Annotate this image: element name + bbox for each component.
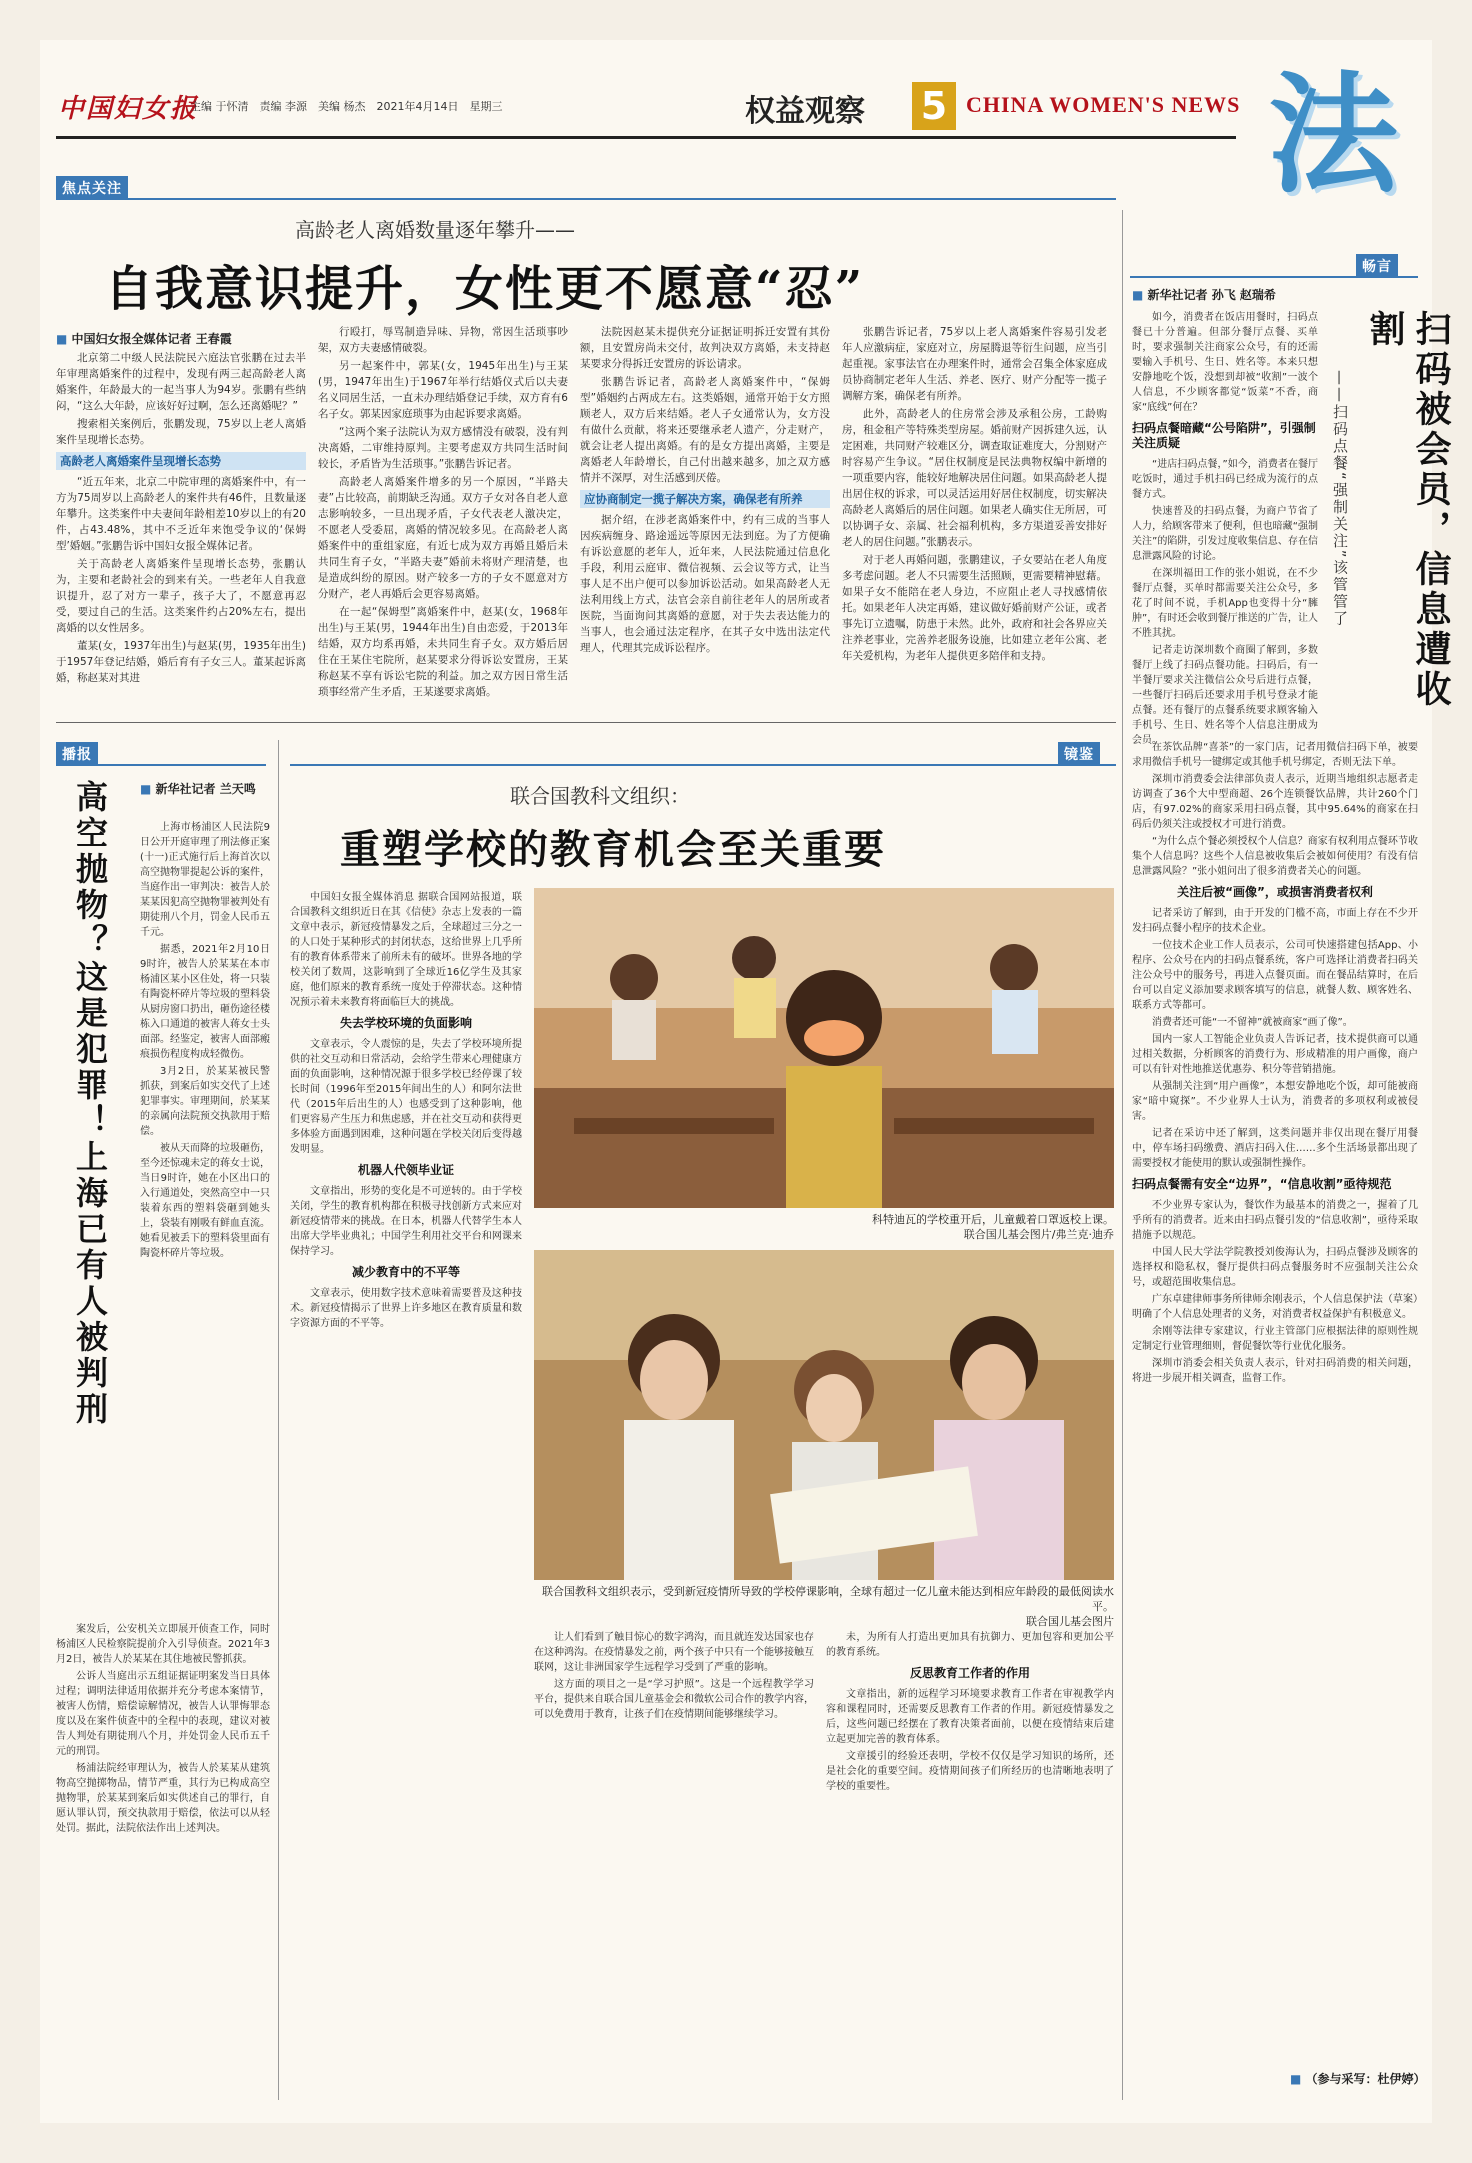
article-paragraph: 据介绍，在涉老离婚案件中，约有三成的当事人因疾病缠身、路途遥远等原因无法到庭。为了方便确有诉讼意愿的老年人，近年来，人民法院通过信息化手段，利用云庭审、微信视频、云会议等方式，让当事人足不出户便可以参加诉讼活动。如果高龄老人无法利用线上方式，法官会亲自前往老年人的居所或者医院，当面询问其离婚的意愿，对于失去表达能力的当事人，也会通过法定程序，在其子女中选出法定代理人，代理其完成诉讼程序。 [580, 514, 830, 654]
article-paragraph: “进店扫码点餐，”如今，消费者在餐厅吃饭时，通过手机扫码已经成为流行的点餐方式。 [1132, 459, 1318, 500]
masthead [40, 76, 1432, 140]
article-paragraph: 杨浦法院经审理认为，被告人於某某从建筑物高空抛掷物品，情节严重，其行为已构成高空抛物罪，於某某到案后如实供述自己的罪行，自愿认罪认罚，预交执款用于赔偿，依法可以从轻处罚。据此，法院依法作出上述判决。 [56, 1763, 270, 1834]
article-paragraph: 高龄老人离婚案件增多的另一个原因，“半路夫妻”占比较高，前期缺乏沟通。双方子女对各自老人意志影响较多，一旦出现矛盾，子女代表老人激决定，不愿老人受委屈，离婚的情况较多见。在高龄老人离婚案件中的重组家庭，有近七成为双方再婚且婚后未共同生育子女，“半路夫妻”婚前未将财产理清楚，也是造成纠纷的原因。财产较多一方的子女不愿意对方分财产，老人再婚后会更容易离婚。 [318, 476, 568, 600]
article-paragraph: 另一起案件中，郭某(女，1945年出生)与王某(男，1947年出生)于1967年举行结婚仪式后以夫妻名义同居生活，一直未办理结婚登记手续，双方育有6名子女。郭某因家庭琐事为由起诉要求离婚。 [318, 360, 568, 420]
bulletin-byline: ■ 新华社记者 兰天鸣 [140, 780, 260, 797]
unesco-headline: 重塑学校的教育机会至关重要 [340, 826, 886, 873]
photo2-credit: 联合国儿基会图片 [1026, 1615, 1114, 1628]
article-paragraph: “这两个案子法院认为双方感情没有破裂，没有判决离婚，二审维持原判。主要考虑双方共同生活时间较长，矛盾皆为生活琐事。”张鹏告诉记者。 [318, 426, 568, 470]
article-paragraph: 董某(女，1937年出生)与赵某(男，1935年出生)于1957年登记结婚，婚后育有子女三人。董某起诉离婚，称赵某对其进 [56, 640, 306, 684]
article-paragraph: 一位技术企业工作人员表示，公司可快速搭建包括App、小程序、公众号在内的扫码点餐系统，客户可选择让消费者扫码关注公众号中的服务号，再进入点餐页面。而在餐品结算时，在后台可以自定义添加要求顾客填写的信息，就餐人数、顾客姓名、联系方式等都可。 [1132, 940, 1418, 1011]
article-paragraph: 消费者还可能“一不留神”就被商家“画了像”。 [1152, 1017, 1353, 1028]
article-paragraph: 国内一家人工智能企业负责人告诉记者，技术提供商可以通过相关数据，分析顾客的消费行为、形成精准的用户画像，商户可以有针对性地推送优惠券、积分等营销措施。 [1132, 1034, 1418, 1075]
editor-credits: 主编 于怀清 责编 李源 美编 杨杰 2021年4月14日 星期三 [190, 100, 503, 113]
opinion-divider [1122, 210, 1123, 2100]
article-paragraph: 中国人民大学法学院教授刘俊海认为，扫码点餐涉及顾客的选择权和隐私权，餐厅提供扫码点餐服务时不应强制关注公众号，或超范围收集信息。 [1132, 1247, 1418, 1288]
opinion-credit: ■ （参与采写：杜伊婷） [1290, 2070, 1426, 2087]
article-paragraph: 法院因赵某未提供充分证据证明拆迁安置有其份额，且安置房尚未交付，故判决双方离婚，未支持赵某要求分得拆迁安置房的诉讼请求。 [580, 326, 830, 370]
bulletin-divider [278, 740, 279, 2100]
article-paragraph: 行殴打，辱骂制造异味、异物，常因生活琐事吵架，双方夫妻感情破裂。 [318, 326, 568, 354]
article-paragraph: 深圳市消费委会法律部负责人表示，近期当地组织志愿者走访调查了36个大中型商超、26个连锁餐饮品牌，共计260个门店，有97.02%的商家采用扫码点餐，其中95.64%的商家在扫码后仍须关注或授权才可进行消费。 [1132, 774, 1418, 830]
opinion-subhead-3: 扫码点餐需有安全“边界”，“信息收割”亟待规范 [1132, 1177, 1392, 1191]
photo1-credit: 联合国儿基会图片/弗兰克·迪乔 [963, 1228, 1114, 1241]
unesco-tag: 镜鉴 [1058, 742, 1100, 766]
article-paragraph: “为什么点个餐必须授权个人信息？商家有权利用点餐环节收集个人信息吗？这些个人信息被收集后会被如何使用？有没有信息泄露风险？”张小姐问出了很多消费者关心的问题。 [1132, 836, 1418, 877]
focus-tag-rule [56, 198, 1116, 200]
article-paragraph: 此外，高龄老人的住房常会涉及承租公房，工龄购房，租金租产等特殊类型房屋。婚前财产因拆建久远，认定困难，共同财产较难区分，调查取证难度大，分割财产时容易产生争议。“居住权制度是民法典物权编中新增的一项重要内容，能较好地解决居住问题。如果高龄老人提出居住权的诉求，可以灵活运用好居住权制度，切实解决高龄老人离婚后的居住问题。如果老人确实住无所居，可以协调子女、亲属、社会福利机构，多方渠道妥善安排好老人的居住问题。”张鹏表示。 [842, 408, 1107, 548]
section-char-block [1248, 58, 1418, 211]
unesco-subhead-1: 失去学校环境的负面影响 [339, 1016, 472, 1030]
article-paragraph: 文章援引的经验还表明，学校不仅仅是学习知识的场所，还是社会化的重要空间。疫情期间孩子们所经历的也清晰地表明了学校的重要性。 [826, 1751, 1114, 1792]
article-paragraph: 中国妇女报全媒体消息 据联合国网站报道，联合国教科文组织近日在其《信使》杂志上发表的一篇文章中表示，新冠疫情暴发之后，全球超过三分之一的人口处于某种形式的封闭状态，这给世界上几乎所有的教育体系带来了前所未有的破坏。世界各地的学校关闭了数周，这影响到了全球近16亿学生及其家庭，他们原来的教育系统一度处于停滞状态。这种情况预示着未来教育将面临巨大的挑战。 [290, 892, 522, 1008]
article-paragraph: 文章表示，使用数字技术意味着需要普及这种技术。新冠疫情揭示了世界上许多地区在教育质量和数字资源方面的不平等。 [290, 1288, 522, 1329]
article-paragraph: 被从天而降的垃圾砸伤，至今还惊魂未定的蒋女士说，当日9时许，她在小区出口的入行通道处，突然高空中一只装着东西的塑料袋砸到她头上，袋装有刚吸有鲜血直流。她看见被丢下的塑料袋里面有陶瓷杯碎片等垃圾。 [140, 1143, 270, 1259]
article-paragraph: 对于老人再婚问题，张鹏建议，子女要站在老人角度多考虑问题。老人不只需要生活照顾，更需要精神慰藉。如果子女不能陪在老人身边，不应阻止老人寻找感情依托。如果老年人决定再婚，建议做好婚前财产公证，或者事先订立遗嘱，防患于未然。此外，政府和社会各界应关注养老事业，完善养老服务设施，比如建立老年公寓、老年关爱机构，为老年人提供更多陪伴和支持。 [842, 554, 1107, 662]
section-title: 权益观察 [745, 94, 865, 129]
article-paragraph: 在一起“保姆型”离婚案件中，赵某(女，1968年出生)与王某(男，1944年出生)自由恋爱，于2013年结婚，双方均系再婚，未共同生育子女。双方婚后居住在王某住宅院所，赵某要求分得诉讼安置房，王某称赵某不享有诉讼宅院的利益。加之双方因日常生活琐事经常产生矛盾，王某遂要求离婚。 [318, 606, 568, 698]
focus-column-4 [842, 324, 1107, 710]
focus-headline: 自我意识提升，女性更不愿意“忍” [105, 261, 865, 317]
article-paragraph: 公诉人当庭出示五组证据证明案发当日具体过程；调明法律适用依据并充分考虑本案情节，被害人伤情，赔偿谅解情况，被告人认罪悔罪态度以及在案件侦查中的全程中的表现，建议对被告人判处有期徒刑八个月，并处罚金人民币五千元的刑罚。 [56, 1671, 270, 1757]
article-paragraph: 未，为所有人打造出更加具有抗御力、更加包容和更加公平的教育系统。 [826, 1632, 1114, 1658]
article-paragraph: 3月2日，於某某被民警抓获，到案后如实交代了上述犯罪事实。审理期间，於某某的亲属向法院预交执款用于赔偿。 [140, 1066, 270, 1137]
article-paragraph: 上海市杨浦区人民法院9日公开开庭审理了刑法修正案(十一)正式施行后上海首次以高空抛物罪提起公诉的案件，当庭作出一审判决：被告人於某某因犯高空抛物罪被判处有期徒刑八个月，罚金人民币五千元。 [140, 822, 270, 938]
bulletin-tag-rule [56, 764, 266, 766]
bulletin-column-1 [140, 820, 270, 1610]
opinion-subhead-1: 扫码点餐暗藏“公号陷阱”，引强制关注质疑 [1132, 421, 1316, 450]
bulletin-column-2 [56, 1622, 270, 2092]
unesco-column-2 [534, 1630, 814, 2095]
article-paragraph: 在茶饮品牌“喜茶”的一家门店，记者用微信扫码下单，被要求用微信手机号一键绑定或其他手机号绑定，否则无法下单。 [1132, 742, 1418, 768]
photo-children-reading [534, 1250, 1114, 1580]
article-paragraph: “近五年来，北京二中院审理的离婚案件中，有一方为75周岁以上高龄老人的案件共有46件，且数量逐年攀升。这类案件中夫妻间年龄相差10岁以上的有20件，占43.48%，其中不乏近年来饱受争议的‘保姆型’婚姻。”张鹏告诉中国妇女报全媒体记者。 [56, 476, 306, 552]
article-paragraph: 广东卓建律师事务所律师余刚表示，个人信息保护法（草案）明确了个人信息处理者的义务，对消费者权益保护有积极意义。 [1132, 1294, 1418, 1320]
unesco-kicker: 联合国教科文组织： [510, 784, 690, 808]
opinion-column-main [1132, 740, 1418, 2050]
article-paragraph: 文章指出，新的远程学习环境要求教育工作者在审视教学内容和课程同时，还需要反思教育工作者的作用。新冠疫情暴发之后，这些问题已经摆在了教育决策者面前，以便在疫情结束后建立起更加完善的教育体系。 [826, 1689, 1114, 1745]
focus-tag: 焦点关注 [56, 176, 128, 200]
opinion-byline: ■ 新华社记者 孙飞 赵瑞希 [1132, 286, 1276, 303]
article-paragraph: 记者走访深圳数个商圈了解到，多数餐厅上线了扫码点餐功能。扫码后，有一半餐厅要求关注微信公众号后进行点餐，一些餐厅扫码后还要求用手机号登录才能点餐。还有餐厅的点餐系统要求顾客输入手机号、生日、姓名等个人信息注册成为会员。 [1132, 645, 1318, 746]
opinion-subhead-2: 关注后被“画像”，或损害消费者权利 [1177, 885, 1373, 899]
article-paragraph: 不少业界专家认为，餐饮作为最基本的消费之一，握着了几乎所有的消费者。近来由扫码点餐引发的“信息收割”，亟待采取措施予以规范。 [1132, 1200, 1418, 1241]
article-paragraph: 让人们看到了触目惊心的数字鸿沟，而且就连发达国家也存在这种鸿沟。在疫情暴发之前，两个孩子中只有一个能够接触互联网，这让非洲国家学生远程学习受到了严重的影响。 [534, 1632, 814, 1673]
article-paragraph: 北京第二中级人民法院民六庭法官张鹏在过去半年审理离婚案件的过程中，发现有两三起高龄老人离婚案件，年龄最大的一起当事人为94岁。张鹏有些纳闷，“这么大年龄，应该好好过啊，怎么还离婚呢？” [56, 352, 306, 412]
unesco-tag-rule [290, 764, 1116, 766]
article-paragraph: 关于高龄老人离婚案件呈现增长态势，张鹏认为，主要和老龄社会的到来有关。一些老年人自我意识提升，忍了对方一辈子，孩子大了，不愿意再忍受，要过自己的生活。这类案件约占20%左右，提出离婚的以女性居多。 [56, 558, 306, 634]
focus-column-2 [318, 324, 568, 710]
article-paragraph: 文章表示，令人震惊的是，失去了学校环境所提供的社交互动和日常活动，会给学生带来心理健康方面的负面影响，这种情况源于很多学校已经停课了较长时间（1996年至2015年间出生的人）和阿尔法世代（2015年后出生的人）也感受到了这种影响，他们更容易产生压力和焦虑感，并在社交互动和获得更多体验方面遇到困难，这种问题在学校关闭后变得越发明显。 [290, 1039, 522, 1155]
article-paragraph: 搜索相关案例后，张鹏发现，75岁以上老人离婚案件呈现增长态势。 [56, 418, 306, 446]
focus-kicker: 高龄老人离婚数量逐年攀升—— [295, 218, 575, 242]
paper-logo: 中国妇女报 [58, 94, 199, 124]
focus-column-1 [56, 350, 306, 710]
article-paragraph: 在深圳福田工作的张小姐说，在不少餐厅点餐，买单时都需要关注公众号，多花了时间不说，手机App也变得十分“臃肿”，有时还会收到餐厅推送的广告，让人不胜其扰。 [1132, 568, 1318, 639]
focus-subhead-1: 高龄老人离婚案件呈现增长态势 [56, 452, 306, 470]
focus-bottom-rule [56, 722, 1116, 723]
unesco-subhead-2: 机器人代领毕业证 [357, 1163, 454, 1177]
opinion-tag-rule [1130, 276, 1418, 278]
article-paragraph: 这方面的项目之一是“学习护照”。这是一个远程教学学习平台，提供来自联合国儿童基金会和微软公司合作的教学内容，可以免费用于教育，让孩子们在疫情期间能够继续学习。 [534, 1679, 814, 1720]
unesco-column-1 [290, 890, 522, 2095]
paper-english-name: CHINA WOMEN'S NEWS [966, 92, 1241, 117]
opinion-tag: 畅言 [1356, 254, 1398, 278]
opinion-headline: 扫码被会员，信息遭收割 [1364, 310, 1452, 710]
newspaper-page [40, 40, 1452, 2123]
bulletin-headline: 高空抛物？这是犯罪！上海已有人被判刑 [71, 780, 109, 1428]
opinion-subheadline: ——扫码点餐“强制关注”该管管了 [1331, 370, 1349, 628]
focus-byline: ■ 中国妇女报全媒体记者 王春霞 [56, 330, 232, 347]
article-paragraph: 文章指出，形势的变化是不可逆转的。由于学校关闭，学生的教育机构都在积极寻找创新方式来应对新冠疫情带来的挑战。在日本，机器人代替学生本人出席大学毕业典礼；中国学生利用社交平台和网课来保持学习。 [290, 1186, 522, 1257]
article-paragraph: 张鹏告诉记者，75岁以上老人离婚案件容易引发老年人应激病症，家庭对立，房屋腾退等衍生问题，应当引起重视。家事法官在办理案件时，通常会召集全体家庭成员协商制定老年人生活、养老、医疗、财产分配等一揽子调解方案，确保老有所养。 [842, 326, 1107, 402]
unesco-subhead-3: 减少教育中的不平等 [351, 1265, 460, 1279]
article-paragraph: 案发后，公安机关立即展开侦查工作，同时杨浦区人民检察院提前介入引导侦查。2021年3月2日，被告人於某某在其住地被民警抓获。 [56, 1624, 270, 1665]
article-paragraph: 从强制关注到“用户画像”，本想安静地吃个饭，却可能被商家“暗中窥探”。不少业界人士认为，消费者的多项权利或被侵害。 [1132, 1081, 1418, 1122]
law-section-char: 法 [1267, 58, 1398, 211]
article-paragraph: 记者采访了解到，由于开发的门槛不高，市面上存在不少开发扫码点餐小程序的技术企业。 [1132, 908, 1418, 934]
article-paragraph: 快速普及的扫码点餐，为商户节省了人力，给顾客带来了便利，但也暗藏“强制关注”的陷阱，引发过度收集信息、存在信息泄露风险的讨论。 [1132, 506, 1318, 562]
focus-subhead-2: 应协商制定一揽子解决方案，确保老有所养 [580, 490, 830, 508]
unesco-column-3 [826, 1630, 1114, 2095]
article-paragraph: 深圳市消委会相关负责人表示，针对扫码消费的相关问题，将进一步展开相关调查，监督工作。 [1132, 1358, 1418, 1384]
page-number: 5 [912, 82, 956, 130]
masthead-rule [56, 136, 1236, 139]
bulletin-tag: 播报 [56, 742, 98, 766]
photo1-caption: 科特迪瓦的学校重开后，儿童戴着口罩返校上课。 联合国儿基会图片/弗兰克·迪乔 [534, 1212, 1114, 1242]
article-paragraph: 记者在采访中还了解到，这类问题并非仅出现在餐厅用餐中，停车场扫码缴费、酒店扫码入住……多个生活场景都出现了需要授权才能使用的默认或强制性操作。 [1132, 1128, 1418, 1169]
photo-classroom-masks [534, 888, 1114, 1208]
unesco-subhead-4: 反思教育工作者的作用 [909, 1666, 1030, 1680]
photo2-caption: 联合国教科文组织表示，受到新冠疫情所导致的学校停课影响，全球有超过一亿儿童未能达到相应年龄段的最低阅读水平。 联合国儿基会图片 [534, 1584, 1114, 1629]
article-paragraph: 余刚等法律专家建议，行业主管部门应根据法律的原则性规定制定行业管理细则，督促餐饮等行业优化服务。 [1132, 1326, 1418, 1352]
article-paragraph: 张鹏告诉记者，高龄老人离婚案件中，“保姆型”婚姻约占两成左右。这类婚姻，通常开始于女方照顾老人，双方后来结婚。老人子女通常认为，女方没有做什么贡献，将来还要继承老人遗产，分走财产，就会让老人提出离婚。有的是女方提出离婚，主要是离婚老人年龄增长，自己付出越来越多，加之双方感情并不深厚，对生活感到厌倦。 [580, 376, 830, 484]
opinion-column-top [1132, 310, 1318, 746]
focus-column-3 [580, 324, 830, 710]
article-paragraph: 据悉，2021年2月10日9时许，被告人於某某在本市杨浦区某小区住处，将一只装有陶瓷杯碎片等垃圾的塑料袋从厨房窗口扔出，砸伤途径楼栋入口通道的被害人蒋女士头面部。经鉴定，被害人面部瘢痕损伤程度构成轻微伤。 [140, 944, 270, 1060]
article-paragraph: 如今，消费者在饭店用餐时，扫码点餐已十分普遍。但部分餐厅点餐、买单时，要求强制关注商家公众号，有的还需要输入手机号、生日、姓名等。本来只想安静地吃个饭，没想到却被“收割”一波个人信息，不少顾客都觉“饭菜”不香，商家“底线”何在？ [1132, 312, 1318, 413]
